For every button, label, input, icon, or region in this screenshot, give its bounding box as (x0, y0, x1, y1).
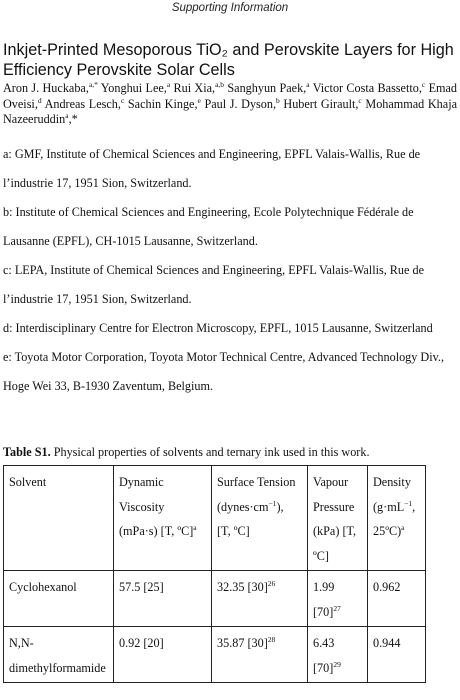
author: Emad Oveisi,$^d$ (3, 81, 457, 111)
paper-title: Inkjet-Printed Mesoporous TiO₂ and Perovskite Layers for High Efficiency Perovskite Solar Cells (3, 41, 454, 79)
properties-table (3, 465, 426, 683)
affiliation-c: c: LEPA, Institute of Chemical Sciences and Engineering, EPFL Valais-Wallis, Rue de (3, 263, 424, 277)
table-caption: Table S1. Physical properties of solvents and ternary ink used in this work. (3, 445, 370, 459)
author-list (3, 81, 457, 128)
cell-vapour-pressure: 6.43 $[70]^{29}$ (308, 627, 368, 683)
cell-vapour-pressure: 1.99 $[70]^{27}$ (308, 571, 368, 627)
table-row (4, 627, 426, 683)
author: Hubert Girault,$^c$ (279, 95, 362, 111)
header-density: Density ($g\cdot mL^{-1}$, 25ºC)$^a$ (368, 466, 426, 571)
table-header-row (4, 466, 426, 571)
cell-viscosity: 57.5 [25] (114, 571, 212, 627)
author: Sachin Kinge,$^e$ (124, 95, 201, 111)
running-header: Supporting Information (171, 2, 289, 14)
affiliation-b-cont: Lausanne (EPFL), CH-1015 Lausanne, Switzerland. (3, 234, 258, 248)
header-solvent: Solvent (4, 466, 114, 571)
cell-viscosity: 0.92 [20] (114, 627, 212, 683)
author: Aron J. Huckaba,$^{a,*}$ (3, 79, 98, 95)
author: Rui Xia,$^{a,b}$ (170, 79, 225, 95)
author: Paul J. Dyson,$^b$ (200, 95, 280, 111)
affiliation-c-cont: l’industrie 17, 1951 Sion, Switzerland. (3, 292, 192, 306)
affiliation-a-cont: l’industrie 17, 1951 Sion, Switzerland. (3, 176, 192, 190)
cell-solvent: Cyclohexanol (4, 571, 114, 627)
cell-solvent: N,N- dimethylformamide (4, 627, 114, 683)
cell-surface-tension: 32.35 $[30]^{26}$ (212, 571, 308, 627)
cell-surface-tension: 35.87 $[30]^{28}$ (212, 627, 308, 683)
author: Victor Costa Bassetto,$^c$ (309, 79, 426, 95)
affiliation-d: d: Interdisciplinary Centre for Electron Microscopy, EPFL, 1015 Lausanne, Switzerland (3, 321, 433, 335)
author: Yonghui Lee,$^a$ (97, 79, 171, 95)
table-row (4, 571, 426, 627)
author-corresponding-mark: ,* (68, 112, 78, 126)
header-surface-tension: Surface Tension $(dynes\cdot cm^{-1})$, [T, ºC] (212, 466, 308, 571)
header-viscosity: Dynamic Viscosity (mPa·s) [T, ºC]$^a$ (114, 466, 212, 571)
affiliation-e-cont: Hoge Wei 33, B-1930 Zaventum, Belgium. (3, 379, 214, 393)
affiliation-b: b: Institute of Chemical Sciences and Engineering, Ecole Polytechnique Fédérale de (3, 205, 414, 219)
cell-density: 0.944 (368, 627, 426, 683)
header-vapour-pressure: Vapour Pressure (kPa) [T, ºC] (308, 466, 368, 571)
affiliation-e: e: Toyota Motor Corporation, Toyota Motor Technical Centre, Advanced Technology Div., (3, 350, 445, 364)
author: Mohammad Khaja Nazeeruddin$^a$ (3, 96, 457, 126)
affiliation-a: a: GMF, Institute of Chemical Sciences and Engineering, EPFL Valais-Wallis, Rue de (3, 147, 421, 161)
cell-density: 0.962 (368, 571, 426, 627)
author: Andreas Lesch,$^c$ (41, 95, 125, 111)
author: Sanghyun Paek,$^a$ (224, 79, 310, 95)
